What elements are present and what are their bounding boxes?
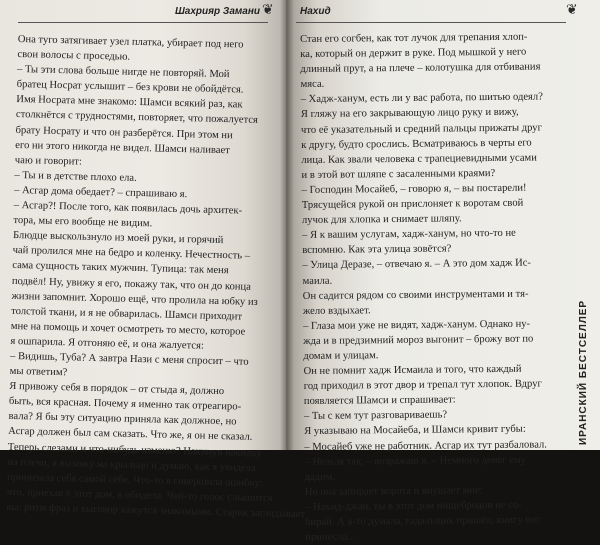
text-line: длинный прут, а на плече – колотушка для отбивания — [300, 61, 541, 76]
text-line: Я привожу себя в порядок – от стыда я, должно — [9, 381, 225, 398]
text-line: лица. Как звали человека с трапециевидными усами — [301, 152, 537, 166]
text-line: – Асгар?! После того, как появилась дочь архитек- — [13, 199, 243, 217]
text-line: появляется Шамси и спрашивает: — [303, 394, 456, 408]
text-line: Он не помнит хадж Исмаила и того, что каждый — [303, 363, 522, 378]
text-line: чаю и говорит: — [14, 154, 83, 168]
text-line: на плечи, я выхожу на крыльцо и думаю, как я увидела — [7, 456, 256, 474]
text-line: братец Носрат услышит – без крови не обойдётся. — [16, 79, 244, 96]
text-line: – Нахид-джан, ты в этот дом нищебродов не со- — [304, 499, 522, 513]
text-line: – Господин Мосайеб, – говорю я, – вы постарели! — [301, 182, 527, 196]
text-line: – Хадж-ханум, есть ли у вас работа, по шитью одеял? — [300, 91, 543, 106]
text-line: Теперь слезами и что-нибудь изменю? Накинув накидку — [7, 441, 263, 459]
text-line: лучок для хлопка и снимает шляпу. — [301, 213, 462, 227]
text-line: – Ты с кем тут разговариваешь? — [303, 409, 448, 423]
text-line: – Ты и в детстве плохо ела. — [14, 169, 137, 184]
text-line: быть, вся красная. Почему я именно так отреагиро- — [8, 396, 242, 413]
text-line: домам и улицам. — [303, 350, 379, 362]
text-line: – Видишь, Туба? А завтра Нази с меня спросит – что — [9, 350, 249, 368]
text-line: что, приехав в этот дом, я обидела. Чей-то голос слышится — [6, 486, 273, 505]
running-head-title: Нахид — [300, 6, 331, 17]
text-line: и в этой вот шляпе с засаленными краями? — [301, 167, 496, 181]
text-line: вы: ритм фраз и выговор кажутся знакомыми. Старик заглядывает — [6, 501, 306, 521]
text-line: – Асгар дома обедает? – спрашиваю я. — [13, 184, 188, 201]
right-page — [286, 0, 600, 544]
running-head-author: Шахрияр Замани — [175, 6, 260, 17]
book-gutter — [280, 0, 294, 450]
text-line: вспомню. Как эта улица зовётся? — [302, 243, 452, 257]
header-rule — [296, 22, 566, 23]
text-line: Блюдце выскользнуло из моей руки, и горячий — [12, 230, 224, 247]
text-line: ка, который он держит в руке. Под мышкой у него — [300, 46, 527, 61]
text-line: жда и в предзимний мороз выгонит – брожу вот по — [303, 333, 534, 347]
text-line: брату Носрату и что он разберётся. При этом ни — [15, 124, 233, 141]
text-line: Имя Носрата мне знакомо: Шамси всякий раз, как — [16, 94, 243, 111]
text-line: дадим. — [304, 471, 336, 483]
text-line: – Я к вашим услугам, хадж-ханум, но что-то не — [302, 227, 516, 242]
text-line: его ни этого никогда не видел. Шамси наливает — [15, 139, 230, 156]
text-line: жело вздыхает. — [302, 304, 371, 317]
text-line: что её указательный и средний пальцы прижаты друг — [300, 122, 542, 136]
text-line: чай пролился мне на бедро и коленку. Нечестность – — [12, 245, 251, 263]
text-line: бирай. А я-то думала, гадальщик пришёл, книгу вот — [305, 514, 541, 528]
text-line: мы ответим? — [9, 365, 68, 379]
text-line: Но она запирает ворота и внушает мне: — [304, 484, 483, 498]
text-line: вала? Я бы эту ситуацию приняла как должное, но — [8, 411, 237, 428]
text-line: подвёл! Ну, увижу я его, покажу так, что он до конца — [11, 275, 251, 293]
text-line: свои волосы с проседью. — [17, 49, 131, 63]
text-line: толстой ткани, и я не обварилась. Шамси приходит — [11, 305, 243, 323]
text-line: мне на помощь и хочет осмотреть то место, которое — [10, 320, 246, 338]
text-line: – Ты эти слова больше нигде не повторяй. Мой — [16, 64, 230, 81]
text-line: жизни запомнит. Хорошо ещё, что пролила на юбку из — [11, 290, 258, 308]
text-line: тора, мы его вообще не видим. — [13, 215, 153, 230]
text-line: я ошпарила. Я отгоняю её, и она жалуется: — [10, 335, 204, 352]
text-line: принесла... — [305, 531, 356, 544]
left-page — [0, 0, 306, 521]
text-line: – Глаза мои уже не видят, хадж-ханум. Однако ну- — [303, 318, 531, 332]
header-rule — [18, 22, 268, 23]
text-line: Трясущейся рукой он прислоняет к воротам свой — [301, 197, 524, 212]
text-line: принизала себя самой себе. Что-то я совершила ошибку: — [6, 471, 263, 489]
text-line: Асгар должен был сам сказать. Что же, я он не сказал. — [8, 426, 253, 444]
text-line: Он садится рядом со своими инструментами и тя- — [302, 288, 529, 302]
text-line: столкнётся с трудностями, повторяет, что пожалуется — [15, 109, 258, 127]
text-line: мяса. — [300, 79, 325, 91]
series-label: ИРАНСКИЙ БЕСТСЕЛЛЕР — [578, 299, 589, 445]
ornament-icon: ❦ — [566, 3, 578, 18]
text-line: к другу, будто срослись. Всматриваюсь в черты его — [301, 137, 532, 151]
text-line: маила. — [302, 275, 333, 287]
text-line: – Мосайеб уже не работник. Асгар их тут разбаловал. — [304, 438, 547, 453]
text-line: Я указываю на Мосайеба, и Шамси кривит губы: — [304, 424, 526, 438]
text-line: – Нельзя так, – возражаю я. – Немного денег ему — [304, 454, 526, 468]
text-line: год приходил в этот двор и трепал тут хлопок. Вдруг — [303, 378, 542, 393]
text-line: Стан его согбен, как тот лучок для трепания хлоп- — [300, 31, 528, 45]
left-page-body — [6, 32, 306, 521]
right-page-body — [300, 29, 567, 545]
text-line: – Улица Деразе, – отвечаю я. – А это дом хадж Ис- — [302, 258, 531, 272]
text-line: сама сущность таких мужчин. Тупица: так меня — [12, 260, 229, 277]
text-line: Она туго затягивает узел платка, убирает под него — [17, 33, 244, 51]
ornament-icon: ❦ — [262, 3, 274, 18]
text-line: Я гляжу на его закрывающую лицо руку и вижу, — [300, 107, 519, 121]
